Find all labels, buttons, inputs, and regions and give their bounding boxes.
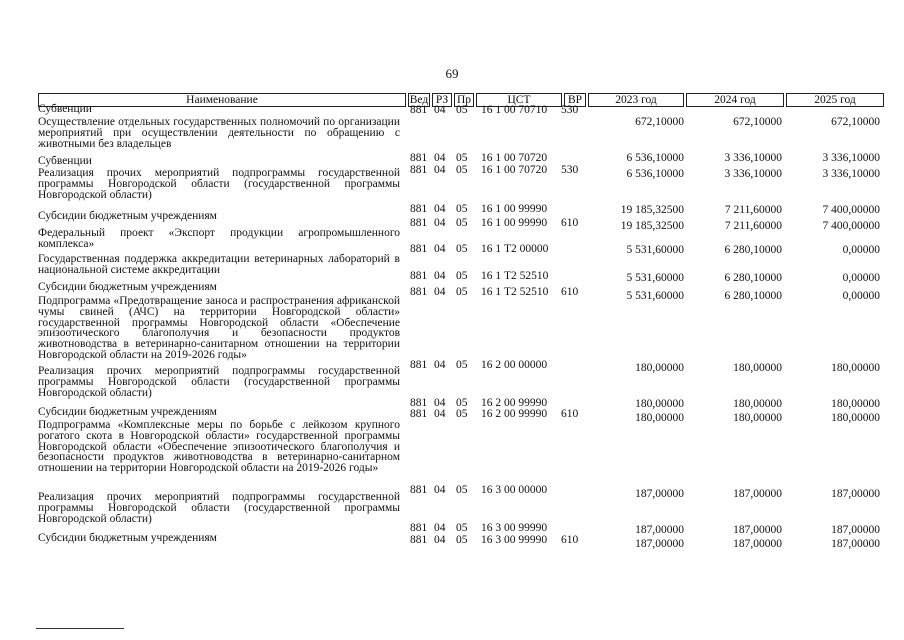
row-2025: 187,00000 <box>831 524 880 536</box>
header-name: Наименование <box>38 93 406 107</box>
row-rz: 04 <box>434 397 446 409</box>
row-2023: 19 185,32500 <box>620 204 684 216</box>
row-pr: 05 <box>456 408 468 420</box>
row-ved: 881 <box>410 164 428 176</box>
row-rz: 04 <box>434 484 446 496</box>
row-pr: 05 <box>456 270 468 282</box>
row-2023: 6 536,10000 <box>626 168 684 180</box>
row-vr: 610 <box>561 408 579 420</box>
row-2024: 187,00000 <box>733 488 782 500</box>
header-2025: 2025 год <box>786 93 884 107</box>
row-name: Реализация прочих мероприятий подпрограммы государственной программы Новгородской области (государственной программы Новгородской области) <box>38 167 400 201</box>
row-2023: 187,00000 <box>635 488 684 500</box>
row-pr: 05 <box>456 217 468 229</box>
row-vr: 530 <box>561 104 579 116</box>
row-name: Субсидии бюджетным учреждениям <box>38 210 217 222</box>
row-pr: 05 <box>456 286 468 298</box>
row-2025: 3 336,10000 <box>822 168 880 180</box>
row-2025: 0,00000 <box>842 290 880 302</box>
header-rz: РЗ <box>432 93 452 107</box>
row-rz: 04 <box>434 534 446 546</box>
row-rz: 04 <box>434 408 446 420</box>
row-ved: 881 <box>410 152 428 164</box>
header-cst: ЦСТ <box>476 93 562 107</box>
row-rz: 04 <box>434 522 446 534</box>
row-cst: 16 1 00 70720 <box>481 152 548 164</box>
header-pr: Пр <box>454 93 474 107</box>
row-cst: 16 2 00 99990 <box>481 408 548 420</box>
row-name: Государственная поддержка аккредитации ветеринарных лабораторий в национальной системе аккредитации <box>38 253 400 276</box>
row-cst: 16 1 Т2 52510 <box>481 286 549 298</box>
row-vr: 530 <box>561 164 579 176</box>
row-2025: 180,00000 <box>831 412 880 424</box>
row-2024: 3 336,10000 <box>724 168 782 180</box>
row-pr: 05 <box>456 243 468 255</box>
row-2023: 5 531,60000 <box>626 290 684 302</box>
row-cst: 16 3 00 00000 <box>481 484 548 496</box>
row-2024: 3 336,10000 <box>724 152 782 164</box>
row-2023: 187,00000 <box>635 524 684 536</box>
row-name: Субвенции <box>38 103 92 115</box>
row-name: Реализация прочих мероприятий подпрограммы государственной программы Новгородской области (государственной программы Новгородской области) <box>38 491 400 525</box>
row-ved: 881 <box>410 534 428 546</box>
row-name: Реализация прочих мероприятий подпрограммы государственной программы Новгородской области (государственной программы Новгородской области) <box>38 365 400 399</box>
row-ved: 881 <box>410 104 428 116</box>
row-cst: 16 2 00 99990 <box>481 397 548 409</box>
row-ved: 881 <box>410 203 428 215</box>
row-cst: 16 1 00 99990 <box>481 217 548 229</box>
row-ved: 881 <box>410 359 428 371</box>
row-cst: 16 3 00 99990 <box>481 522 548 534</box>
row-ved: 881 <box>410 286 428 298</box>
row-2024: 7 211,60000 <box>724 204 782 216</box>
row-2023: 180,00000 <box>635 362 684 374</box>
row-2025: 0,00000 <box>842 244 880 256</box>
row-rz: 04 <box>434 359 446 371</box>
row-2023: 180,00000 <box>635 412 684 424</box>
row-name: Осуществление отдельных государственных полномочий по организации мероприятий при осуществлении деятельности по обращению с животными без владельцев <box>38 116 400 150</box>
row-2024: 180,00000 <box>733 412 782 424</box>
row-rz: 04 <box>434 152 446 164</box>
row-2025: 0,00000 <box>842 272 880 284</box>
row-pr: 05 <box>456 203 468 215</box>
row-cst: 16 1 Т2 52510 <box>481 270 549 282</box>
row-2025: 187,00000 <box>831 538 880 550</box>
row-vr: 610 <box>561 534 579 546</box>
row-2023: 187,00000 <box>635 538 684 550</box>
row-rz: 04 <box>434 164 446 176</box>
row-ved: 881 <box>410 408 428 420</box>
row-2023: 19 185,32500 <box>620 220 684 232</box>
row-name: Федеральный проект «Экспорт продукции агропромышленного комплекса» <box>38 227 400 250</box>
header-ved: Вед <box>409 94 429 106</box>
header-vr: ВР <box>564 93 586 107</box>
page-number: 69 <box>445 66 459 81</box>
row-2024: 6 280,10000 <box>724 244 782 256</box>
row-2025: 3 336,10000 <box>822 152 880 164</box>
header-2023: 2023 год <box>588 93 684 107</box>
row-ved: 881 <box>410 522 428 534</box>
row-2025: 7 400,00000 <box>822 220 880 232</box>
row-pr: 05 <box>456 359 468 371</box>
row-2025: 7 400,00000 <box>822 204 880 216</box>
row-pr: 05 <box>456 397 468 409</box>
row-2025: 180,00000 <box>831 398 880 410</box>
row-2023: 6 536,10000 <box>626 152 684 164</box>
row-name: Субсидии бюджетным учреждениям <box>38 281 217 293</box>
header-2024: 2024 год <box>686 93 784 107</box>
row-2024: 7 211,60000 <box>724 220 782 232</box>
row-ved: 881 <box>410 243 428 255</box>
row-2024: 187,00000 <box>733 538 782 550</box>
row-rz: 04 <box>434 286 446 298</box>
row-cst: 16 1 00 99990 <box>481 203 548 215</box>
row-2024: 6 280,10000 <box>724 272 782 284</box>
row-cst: 16 3 00 99990 <box>481 534 548 546</box>
row-rz: 04 <box>434 203 446 215</box>
row-ved: 881 <box>410 397 428 409</box>
row-cst: 16 1 Т2 00000 <box>481 243 549 255</box>
row-2023: 672,10000 <box>635 116 684 128</box>
footnote-rule <box>36 628 124 629</box>
row-ved: 881 <box>410 217 428 229</box>
row-2025: 180,00000 <box>831 362 880 374</box>
row-2024: 180,00000 <box>733 362 782 374</box>
row-rz: 04 <box>434 243 446 255</box>
row-name: Подпрограмма «Комплексные меры по борьбе с лейкозом крупного рогатого скота в Новгородской области» государственной программы Новгородской области «Обеспечение эпизоотического благополучия и безопасности продуктов животноводства в ветеринарно-санитарном отношении на территории Новгородской области на 2019-2026 годы» <box>38 419 400 475</box>
row-rz: 04 <box>434 270 446 282</box>
row-rz: 04 <box>434 217 446 229</box>
row-pr: 05 <box>456 164 468 176</box>
row-pr: 05 <box>456 534 468 546</box>
row-pr: 05 <box>456 522 468 534</box>
row-2024: 672,10000 <box>733 116 782 128</box>
row-2024: 187,00000 <box>733 524 782 536</box>
row-2025: 187,00000 <box>831 488 880 500</box>
row-cst: 16 1 00 70720 <box>481 164 548 176</box>
row-2023: 5 531,60000 <box>626 272 684 284</box>
row-ved: 881 <box>410 270 428 282</box>
row-2024: 6 280,10000 <box>724 290 782 302</box>
row-vr: 610 <box>561 286 579 298</box>
row-cst: 16 1 00 70710 <box>481 104 548 116</box>
row-name: Субсидии бюджетным учреждениям <box>38 406 217 418</box>
row-cst: 16 2 00 00000 <box>481 359 548 371</box>
row-2023: 180,00000 <box>635 398 684 410</box>
row-2023: 5 531,60000 <box>626 244 684 256</box>
row-pr: 05 <box>456 484 468 496</box>
row-ved: 881 <box>410 484 428 496</box>
row-2024: 180,00000 <box>733 398 782 410</box>
row-name: Субсидии бюджетным учреждениям <box>38 532 217 544</box>
row-name: Подпрограмма «Предотвращение заноса и распространения африканской чумы свиней (АЧС) на территории Новгородской области» государственной программы Новгородской области «Обеспечение эпизоотического благополучия и безопасности продуктов животноводства в ветеринарно-санитарном отношении на территории Новгородской области на 2019-2026 годы» <box>38 295 400 361</box>
row-rz: 04 <box>434 104 446 116</box>
row-pr: 05 <box>456 104 468 116</box>
row-pr: 05 <box>456 152 468 164</box>
row-name: Субвенции <box>38 155 92 167</box>
row-2025: 672,10000 <box>831 116 880 128</box>
row-vr: 610 <box>561 217 579 229</box>
